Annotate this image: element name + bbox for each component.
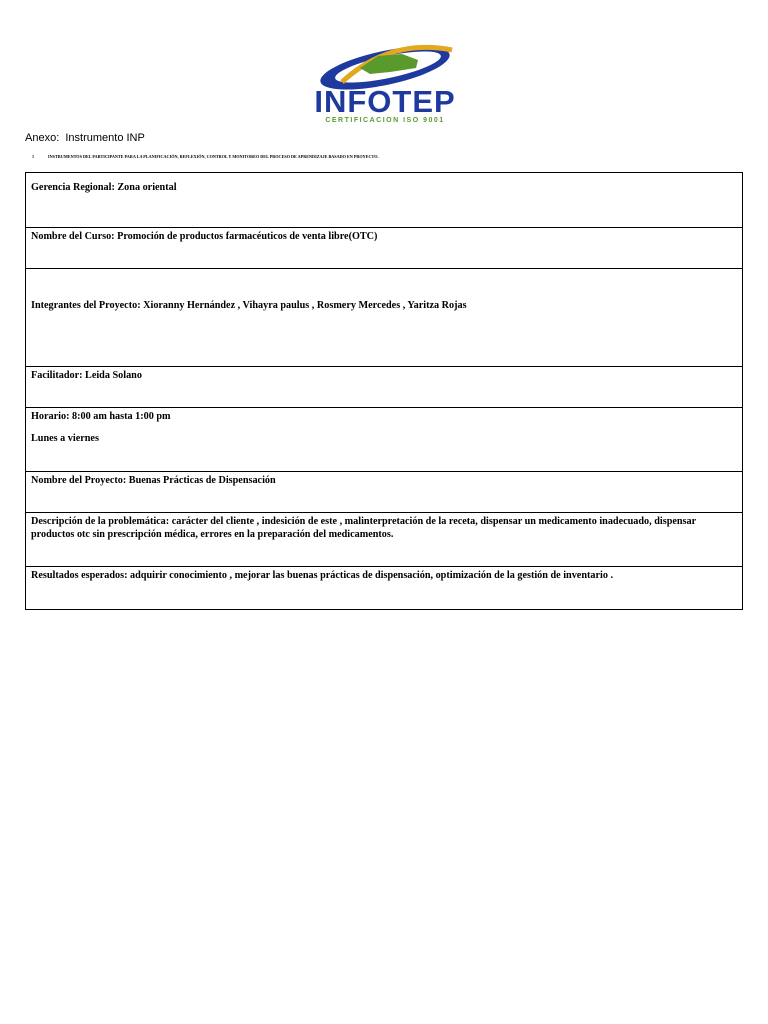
proyecto-field: Nombre del Proyecto: Buenas Prácticas de Dispensación xyxy=(31,475,276,486)
row-integrantes xyxy=(26,269,742,367)
svg-text:CERTIFICACION ISO 9001: CERTIFICACION ISO 9001 xyxy=(325,117,445,124)
row-curso xyxy=(26,228,742,269)
horario-field: Horario: 8:00 am hasta 1:00 pm xyxy=(31,411,171,422)
project-form-table xyxy=(25,172,743,610)
dias-field: Lunes a viernes xyxy=(31,433,99,444)
row-descripcion xyxy=(26,513,742,567)
subtitle-number: 1 xyxy=(32,154,35,159)
integrantes-field: Integrantes del Proyecto: Xioranny Hernández , Vihayra paulus , Rosmery Mercedes , Yaritza Rojas xyxy=(31,300,467,311)
resultados-field: Resultados esperados: adquirir conocimiento , mejorar las buenas prácticas de dispensación, optimización de la gestión de inventario . xyxy=(31,570,614,581)
anexo-heading: Anexo: Instrumento INP xyxy=(25,132,145,144)
svg-text:INFOTEP: INFOTEP xyxy=(314,84,456,119)
row-resultados xyxy=(26,567,742,609)
facilitador-field: Facilitador: Leida Solano xyxy=(31,370,142,381)
descripcion-field: Descripción de la problemática: carácter del cliente , indesición de este , malinterpretación de la receta, dispensar un medicamento inadecuado, dispensar productos otc sin prescripción médica, errores en la preparación del medicamentos. xyxy=(31,516,696,540)
gerencia-field: Gerencia Regional: Zona oriental xyxy=(31,182,177,193)
curso-field: Nombre del Curso: Promoción de productos farmacéuticos de venta libre(OTC) xyxy=(31,231,378,242)
row-gerencia xyxy=(26,173,742,228)
row-facilitador xyxy=(26,367,742,408)
row-proyecto xyxy=(26,472,742,513)
instrument-subtitle xyxy=(32,154,379,159)
subtitle-text: INSTRUMENTOS DEL PARTICIPANTE PARA LA PLANIFICACIÓN, REFLEXIÓN, CONTROL Y MONITOREO DEL PROCESO DE APRENDIZAJE BASADO EN PROYECTO. xyxy=(48,154,379,159)
infotep-logo xyxy=(290,42,480,124)
row-horario xyxy=(26,408,742,472)
